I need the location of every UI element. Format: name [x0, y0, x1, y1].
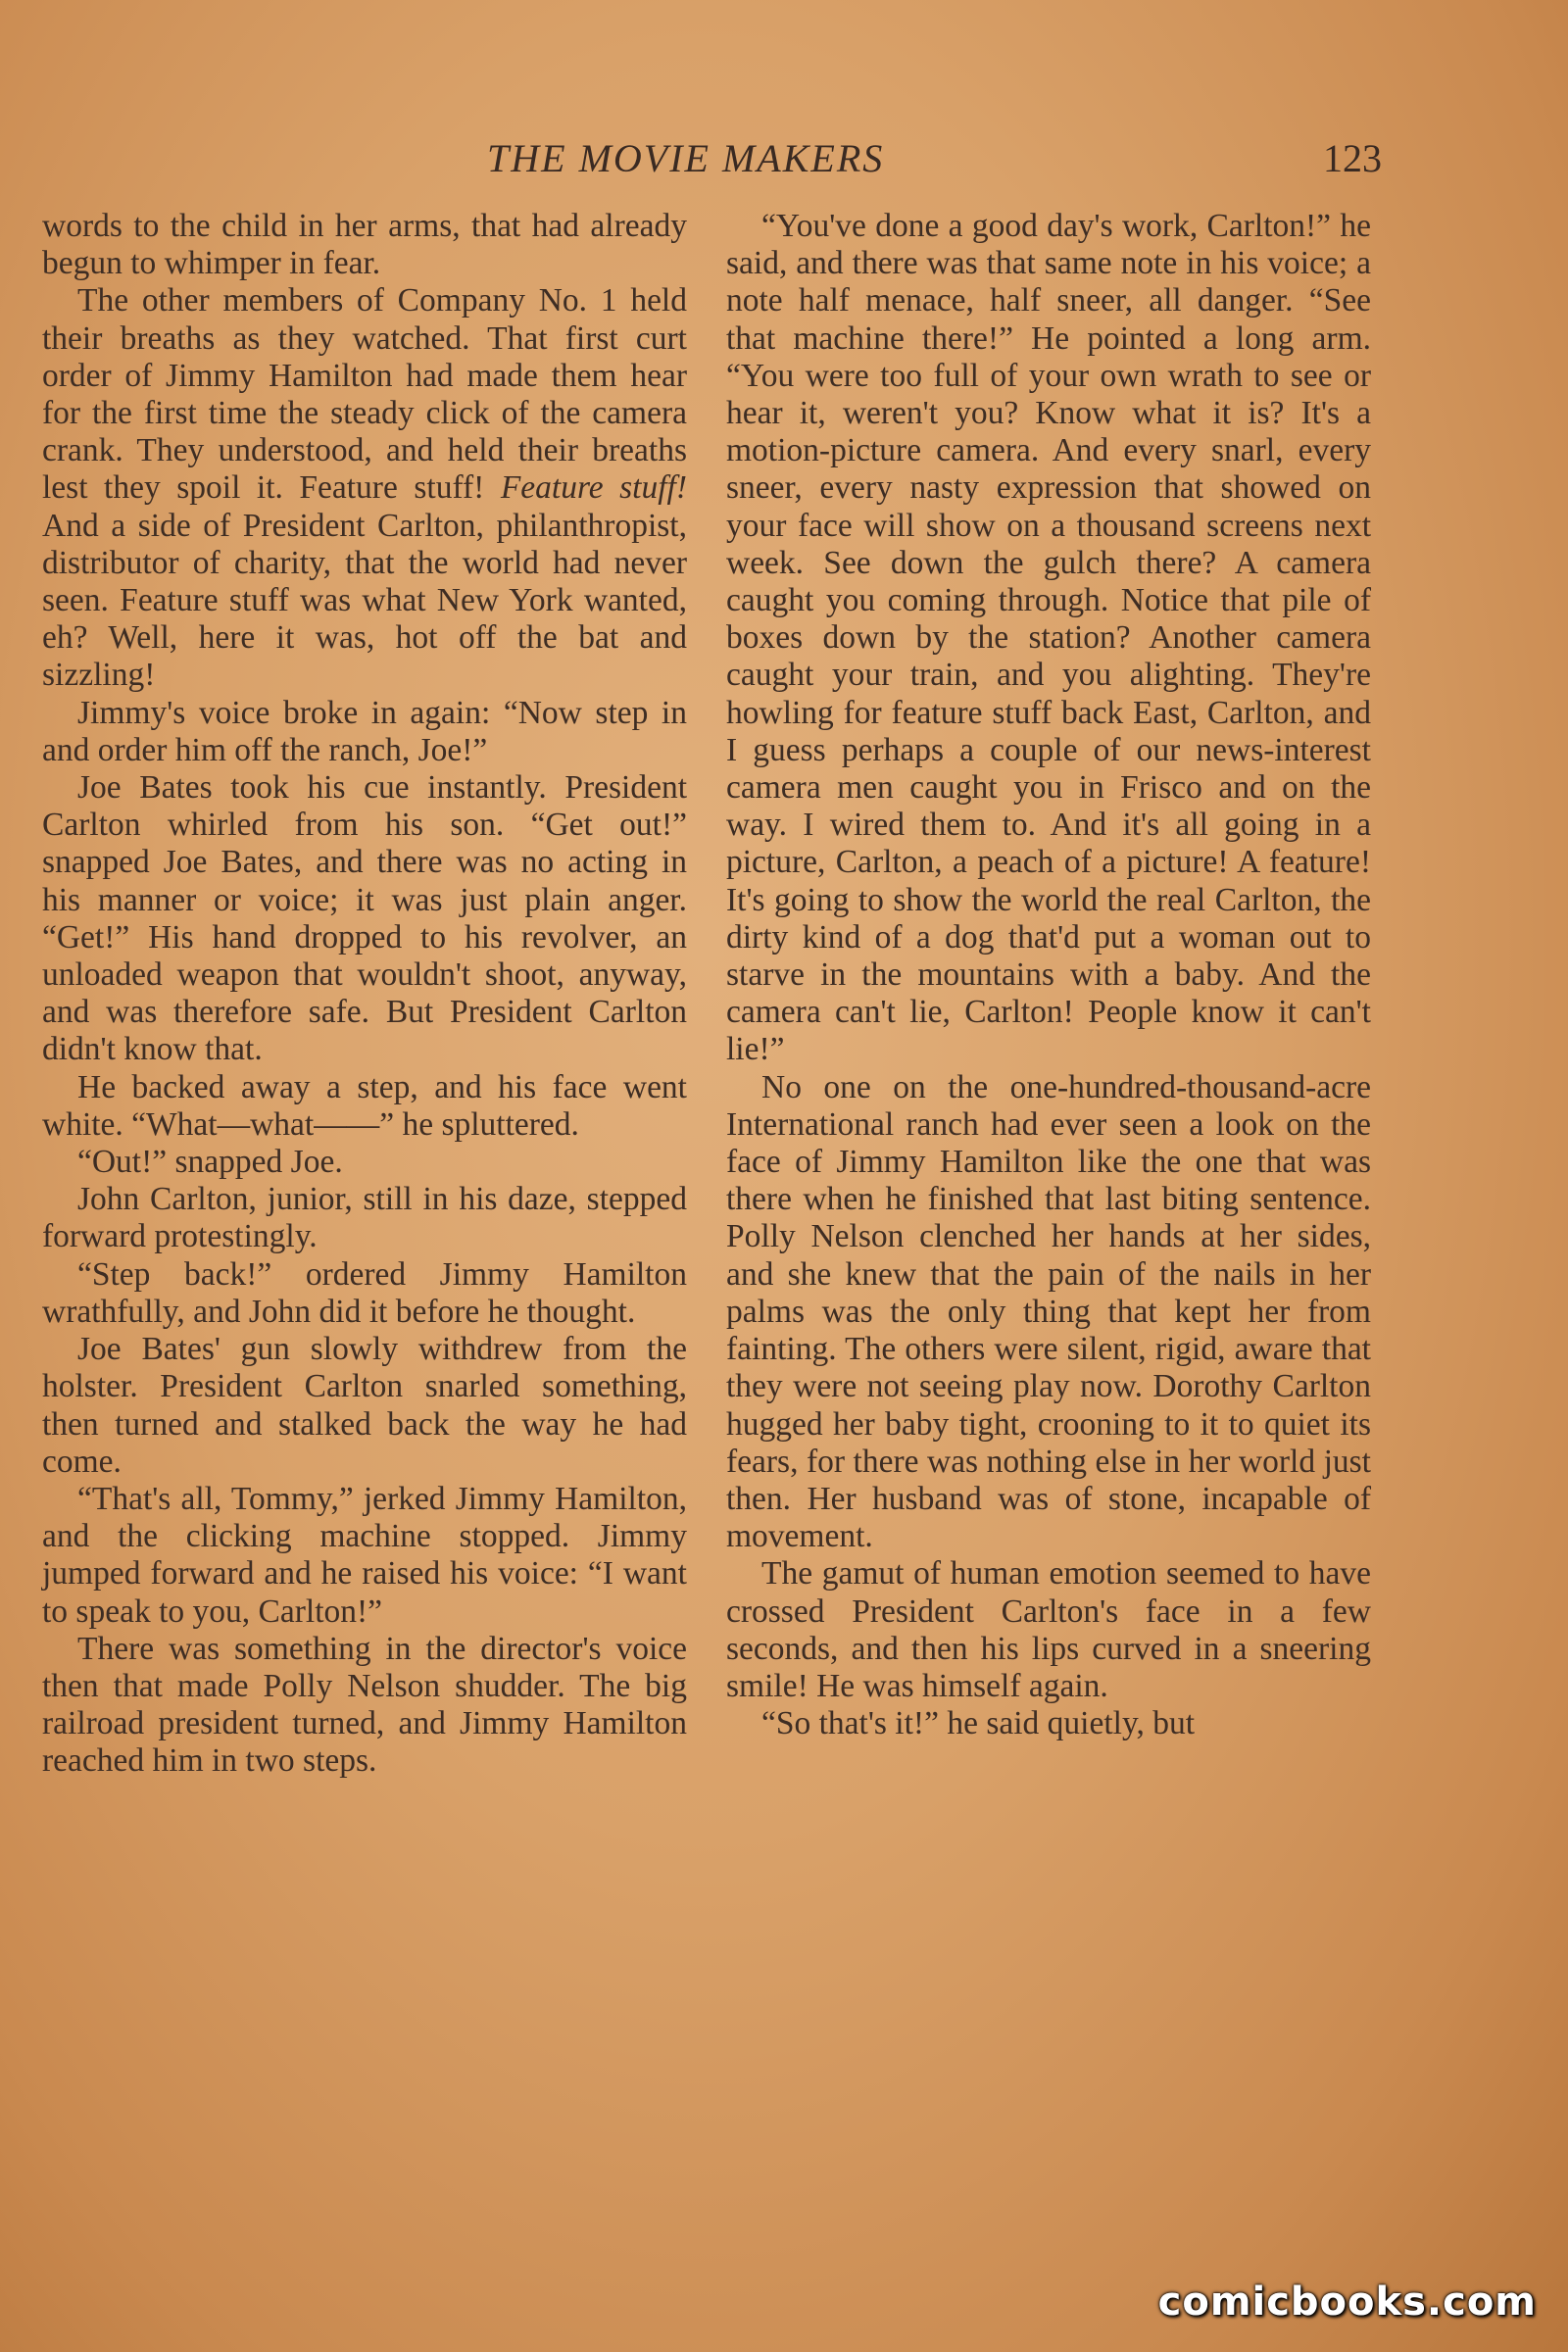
- paragraph: John Carlton, junior, still in his daze, stepped forward protestingly.: [42, 1181, 687, 1255]
- paragraph: “So that's it!” he said quietly, but: [761, 1705, 1196, 1742]
- paragraph: [42, 282, 687, 694]
- paragraph: There was something in the director's voice then that made Polly Nelson shudder. The big railroad president turned, and Jimmy Hamilton reached him in two steps.: [42, 1630, 687, 1780]
- paragraph: Joe Bates' gun slowly withdrew from the holster. President Carlton snarled something, then turned and stalked back the way he had come.: [42, 1331, 687, 1480]
- watermark: comicbooks.com: [1157, 2279, 1537, 2325]
- emphasis-text: Feature stuff!: [500, 469, 688, 507]
- paragraph: “You've done a good day's work, Carlton!” he said, and there was that same note in his voice; a note half menace, half sneer, all danger. “See that machine there!” He pointed a long arm. “You were too full of your own wrath to see or hear it, weren't you? Know what it is? It's a motion-picture camera. And every snarl, every sneer, every nasty expression that showed on your face will show on a thousand screens next week. See down the gulch there? A camera caught you coming through. Notice that pile of boxes down by the station? Another camera caught your train, and you alighting. They're howling for feature stuff back East, Carlton, and I guess perhaps a couple of our news-interest camera men caught you in Frisco and on the way. I wired them to. And it's all going in a picture, Carlton, a peach of a picture! A feature! It's going to show the world the real Carlton, the dirty kind of a dog that'd put a woman out to starve in the mountains with a baby. And the camera can't lie, Carlton! People know it can't lie!”: [726, 208, 1371, 1068]
- paragraph: “That's all, Tommy,” jerked Jimmy Hamilton, and the clicking machine stopped. Jimmy jumped forward and he raised his voice: “I want to speak to you, Carlton!”: [42, 1480, 687, 1630]
- paragraph: words to the child in her arms, that had already begun to whimper in fear.: [42, 208, 687, 282]
- paragraph: No one on the one-hundred-thousand-acre International ranch had ever seen a look on the face of Jimmy Hamilton like the one that was there when he finished that last biting sentence. Polly Nelson clenched her hands at her sides, and she knew that the pain of the nails in her palms was the only thing that kept her from fainting. The others were silent, rigid, aware that they were not seeing play now. Dorothy Carlton hugged her baby tight, crooning to it to quiet its fears, for there was nothing else in her world just then. Her husband was of stone, incapable of movement.: [726, 1068, 1371, 1555]
- paragraph: The gamut of human emotion seemed to have crossed President Carlton's face in a few seconds, and then his lips curved in a sneering smile! He was himself again.: [726, 1555, 1371, 1704]
- paragraph: Jimmy's voice broke in again: “Now step in and order him off the ranch, Joe!”: [42, 694, 687, 768]
- running-title: THE MOVIE MAKERS: [487, 136, 885, 180]
- right-column: [726, 208, 1371, 1742]
- paragraph-text: The other members of Company No. 1 held their breaths as they watched. That first curt order of Jimmy Hamilton had made them hear for the first time the steady click of the camera crank. They understood, and held their breaths lest they spoil it. Feature stuff!: [42, 282, 687, 507]
- paragraph-text: And a side of President Carlton, philanthropist, distributor of charity, that the world had never seen. Feature stuff was what New York wanted, eh? Well, here it was, hot off the bat and sizzling!: [42, 507, 687, 694]
- paragraph: He backed away a step, and his face went white. “What—what——” he spluttered.: [42, 1068, 687, 1143]
- page-header: [39, 135, 1382, 184]
- left-column: [42, 208, 687, 1781]
- paragraph: “Out!” snapped Joe.: [77, 1144, 343, 1181]
- paragraph: “Step back!” ordered Jimmy Hamilton wrathfully, and John did it before he thought.: [42, 1255, 687, 1330]
- paragraph: Joe Bates took his cue instantly. President Carlton whirled from his son. “Get out!” snapped Joe Bates, and there was no acting in his manner or voice; it was just plain anger. “Get!” His hand dropped to his revolver, an unloaded weapon that wouldn't shoot, anyway, and was therefore safe. But President Carlton didn't know that.: [42, 769, 687, 1068]
- page-number: 123: [1323, 136, 1382, 180]
